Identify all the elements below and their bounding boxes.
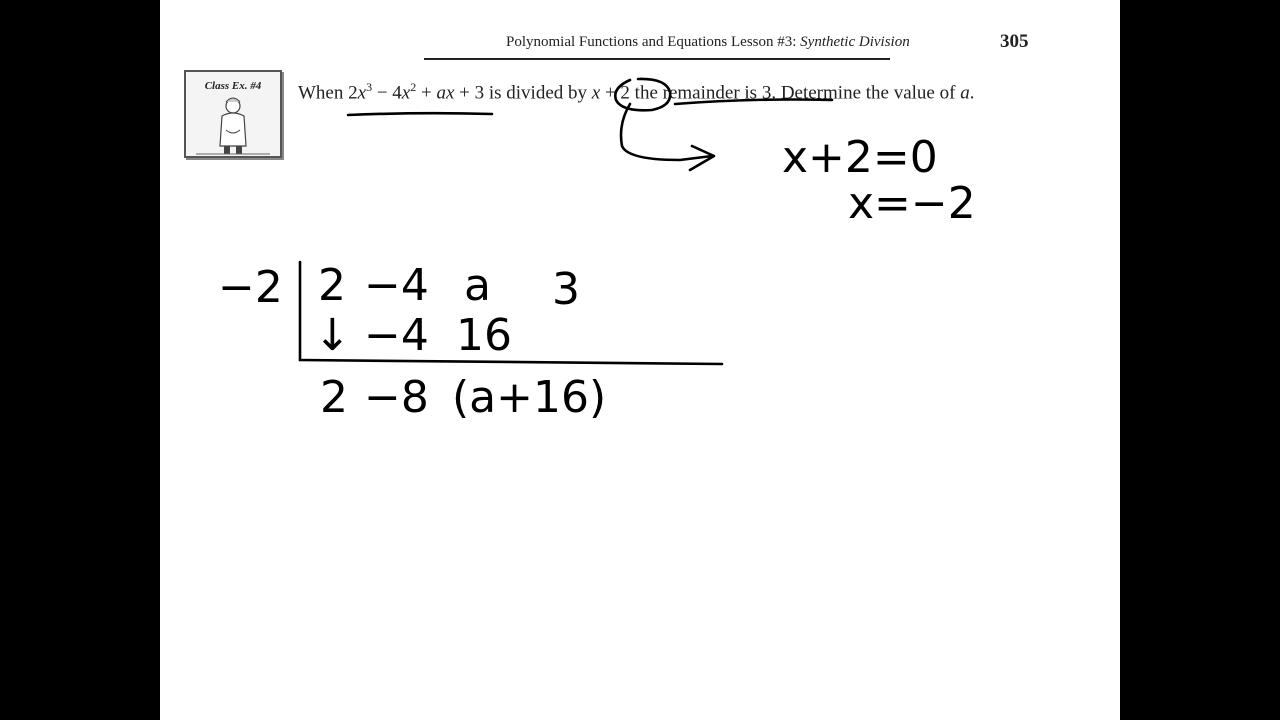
row2-value-1: −4 [364,310,429,361]
row1-coef-1: 2 [318,260,346,311]
row1-coef-4: 3 [552,264,580,315]
question-text: When $2x^3 - 4x^2$ + ax + 3 is divided by x + 2 the remainder is 3. Determine the value of a. [298,80,975,104]
arrow-stem [621,104,712,160]
result-2: −8 [364,372,429,423]
result-1: 2 [320,372,348,423]
handwriting-layer [160,0,1120,720]
underline-polynomial [348,113,492,115]
document-page [160,0,1120,720]
page-number: 305 [1000,31,1029,52]
row2-arrow: ↓ [314,310,351,361]
equation-1: x+2=0 [782,132,938,183]
result-3: (a+16) [452,372,607,423]
circle-divisor [615,79,670,110]
underline-remainder [675,100,832,105]
header-title: Polynomial Functions and Equations Lesson #3: Synthetic Division [506,34,910,50]
row1-coef-2: −4 [364,260,429,311]
row1-coef-3: a [464,260,491,311]
equation-2: x=−2 [848,178,976,229]
synthetic-divisor: −2 [218,262,283,313]
badge-label: Class Ex. #4 [204,80,262,92]
row2-value-2: 16 [456,310,512,361]
